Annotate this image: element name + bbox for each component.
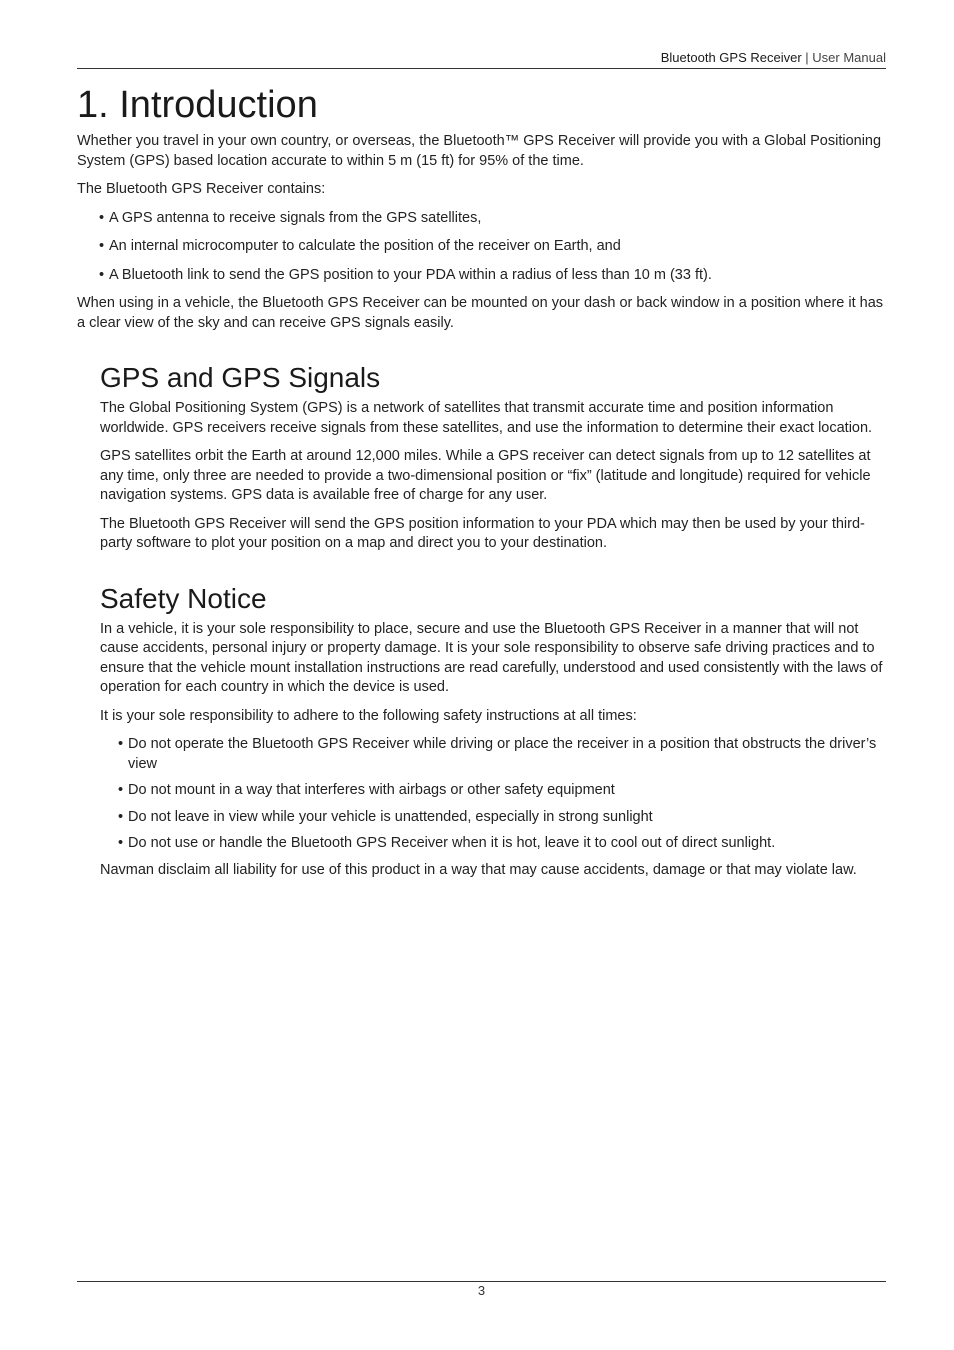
section-gps-signals xyxy=(100,361,886,554)
header-product-name: Bluetooth GPS Receiver xyxy=(660,50,802,65)
running-header xyxy=(661,50,886,65)
list-item: • Do not use or handle the Bluetooth GPS Receiver when it is hot, leave it to cool out of direct sunlight. xyxy=(118,835,776,851)
gps-paragraph-1: The Global Positioning System (GPS) is a network of satellites that transmit accurate time and position information worldwide. GPS receivers receive signals from these satellites, and use the information to determine their exact location. xyxy=(100,400,873,436)
page-content xyxy=(77,82,886,889)
header-separator: | xyxy=(805,50,809,65)
list-item: • Do not mount in a way that interferes with airbags or other safety equipment xyxy=(118,782,615,798)
safety-paragraph-3: Navman disclaim all liability for use of this product in a way that may cause accidents, damage or that may violate law. xyxy=(100,861,857,878)
intro-paragraph-2: The Bluetooth GPS Receiver contains: xyxy=(77,181,326,197)
header-rule xyxy=(77,68,886,69)
intro-paragraph-3: When using in a vehicle, the Bluetooth GPS Receiver can be mounted on your dash or back window in a position where it has a clear view of the sky and can receive GPS signals easily. xyxy=(77,295,884,331)
page-number: 3 xyxy=(477,1283,486,1298)
gps-paragraph-2: GPS satellites orbit the Earth at around 12,000 miles. While a GPS receiver can detect signals from up to 12 satellites at any time, only three are needed to provide a two-dimensional position or “fix” (latitude and longitude) required for vehicle navigation systems. GPS data is available free of charge for any user. xyxy=(100,448,871,503)
chapter-title: 1. Introduction xyxy=(77,84,318,126)
list-item: • Do not operate the Bluetooth GPS Receiver while driving or place the receiver in a position that obstructs the driver’s view xyxy=(118,736,877,772)
section-title-gps: GPS and GPS Signals xyxy=(100,362,381,393)
section-safety-notice xyxy=(100,582,886,881)
section-title-safety: Safety Notice xyxy=(100,582,267,614)
list-item: • A GPS antenna to receive signals from the GPS satellites, xyxy=(99,209,482,226)
gps-paragraph-3: The Bluetooth GPS Receiver will send the GPS position information to your PDA which may then be used by your third-party software to plot your position on a map and direct you to your destination. xyxy=(100,515,865,551)
section-introduction xyxy=(77,82,886,333)
list-item: • A Bluetooth link to send the GPS position to your PDA within a radius of less than 10 m (33 ft). xyxy=(99,266,712,283)
manual-page xyxy=(77,0,886,1350)
safety-paragraph-1: In a vehicle, it is your sole responsibility to place, secure and use the Bluetooth GPS Receiver in a manner that will not cause accidents, personal injury or property damage. It is your sole responsibility to observe safe driving practices and to ensure that the vehicle mount installation instructions are read carefully, understood and used consistently with the laws of operation for each country in which the device is used. xyxy=(100,620,883,695)
list-item: • Do not leave in view while your vehicle is unattended, especially in strong sunlight xyxy=(118,808,653,825)
list-item: • An internal microcomputer to calculate the position of the receiver on Earth, and xyxy=(99,238,621,254)
safety-paragraph-2: It is your sole responsibility to adhere to the following safety instructions at all times: xyxy=(100,707,637,724)
safety-bullet-list xyxy=(100,735,886,854)
footer-rule xyxy=(77,1281,886,1282)
header-doc-type: User Manual xyxy=(812,50,886,65)
intro-bullet-list xyxy=(77,209,886,286)
intro-paragraph-1: Whether you travel in your own country, or overseas, the Bluetooth™ GPS Receiver will provide you with a Global Positioning System (GPS) based location accurate to within 5 m (15 ft) for 95% of the time. xyxy=(77,133,882,169)
